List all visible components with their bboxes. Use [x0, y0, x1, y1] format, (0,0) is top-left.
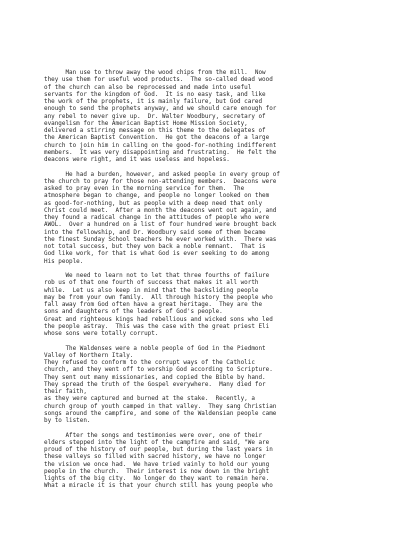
text-line: They refused to conform to the corrupt ways of the Catholic	[44, 359, 255, 366]
text-line: Valley of Northern Italy.	[44, 351, 134, 359]
text-line: these valleys so filled with sacred history, we have no longer	[44, 453, 266, 461]
text-line: atmosphere began to change, and people no longer looked on them	[44, 192, 270, 200]
text-line: their faith,	[44, 388, 87, 395]
text-line: We need to learn not to let that three fourths of failure	[44, 272, 270, 279]
text-line: church to join him in calling on the good-for-nothing indifferent	[44, 141, 277, 149]
text-line: the church to pray for those non-attending members. Deacons were	[44, 177, 277, 185]
text-line: AWOL. Over a hundred on a list of four hundred were brought back	[44, 221, 277, 229]
text-line: asked to pray even in the morning service for them. The	[44, 185, 245, 192]
text-line: they found a radical change in the attitudes of people who were	[44, 214, 270, 221]
paragraph-1	[44, 69, 400, 163]
text-line: evangelism for the American Baptist Home Mission Society,	[44, 119, 248, 127]
text-line: What a miracle it is that your church still has young people who	[44, 482, 273, 490]
text-line: as good-for-nothing, but as people with a deep need that only	[44, 199, 263, 207]
text-line: lights of the big city. No longer do they want to remain here.	[44, 475, 270, 482]
text-line: He had a burden, however, and asked people in every group of	[44, 170, 280, 178]
text-line: rob us of that one fourth of success that makes it all worth	[44, 279, 259, 287]
text-line: enough to send the prophets anyway, and we should care enough for	[44, 105, 277, 113]
text-line: church, and they went off to worship God according to Scripture.	[44, 366, 273, 374]
text-line: They sent out many missionaries, and copied the Bible by hand.	[44, 373, 266, 381]
text-line: God like work, for that is what God is ever seeking to do among	[44, 250, 270, 258]
text-line: servants for the kingdom of God. It is no easy task, and like	[44, 90, 266, 98]
text-line: as they were captured and burned at the stake. Recently, a	[44, 395, 255, 403]
text-line: sons and daughters of the leaders of God's people.	[44, 308, 223, 316]
text-line: the finest Sunday School teachers he ever worked with. There was	[44, 235, 277, 243]
text-line: into the fellowship, and Dr. Woodbury said some of them became	[44, 228, 266, 236]
text-line: of the church can also be reprocessed and made into useful	[44, 83, 252, 91]
text-line: proud of the history of our people, but during the last years in	[44, 446, 273, 453]
text-line: Christ could meet. After a month the deacons went out again, and	[44, 206, 277, 214]
paragraph-2	[44, 171, 400, 265]
text-line: After the songs and testimonies were over, one of their	[44, 431, 263, 439]
paragraph-5	[44, 432, 400, 490]
text-line: church group of youth camped in that valley. They sang Christian	[44, 402, 277, 410]
text-line: while. Let us also keep in mind that the backsliding people	[44, 286, 259, 294]
text-line: the people astray. This was the case with the great priest Eli	[44, 322, 270, 330]
text-line: whose sons were totally corrupt.	[44, 330, 159, 337]
text-line: any rebel to never give up. Dr. Walter Woodbury, secretary of	[44, 112, 266, 120]
text-line: the work of the prophets, it is mainly failure, but God cared	[44, 98, 263, 105]
text-line: they use them for useful wood products. The so-called dead wood	[44, 76, 273, 84]
text-line: the American Baptist Convention. He got the deacons of a large	[44, 134, 270, 142]
text-line: the vision we once had. We have tried vainly to hold our young	[44, 460, 270, 468]
paragraph-4	[44, 345, 400, 425]
text-line: Great and righteous kings had rebellious and wicked sons who led	[44, 315, 273, 323]
text-line: may be from your own family. All through history the people who	[44, 293, 273, 301]
text-line: deacons were right, and it was useless and hopeless.	[44, 156, 230, 163]
text-line: songs around the campfire, and some of the Waldensian people came	[44, 409, 277, 417]
text-line: They spread the truth of the Gospel everywhere. Many died for	[44, 380, 266, 388]
text-line: members. It was very disappointing and frustrating. He felt the	[44, 148, 277, 156]
text-line: not total success, but they won back a noble remnant. That is	[44, 243, 266, 250]
paragraph-3	[44, 272, 400, 337]
text-line: elders stepped into the light of the campfire and said, "We are	[44, 438, 270, 446]
text-line: Man use to throw away the wood chips from the mill. Now	[44, 69, 266, 76]
text-line: fall away from God often have a great heritage. They are the	[44, 301, 263, 308]
text-line: His people.	[44, 257, 84, 265]
text-line: delivered a stirring message on this theme to the delegates of	[44, 127, 266, 134]
text-line: people in the church. Their interest is now down in the bright	[44, 467, 270, 475]
text-line: by to listen.	[44, 417, 91, 424]
text-line: The Waldenses were a noble people of God in the Piedmont	[44, 344, 266, 352]
